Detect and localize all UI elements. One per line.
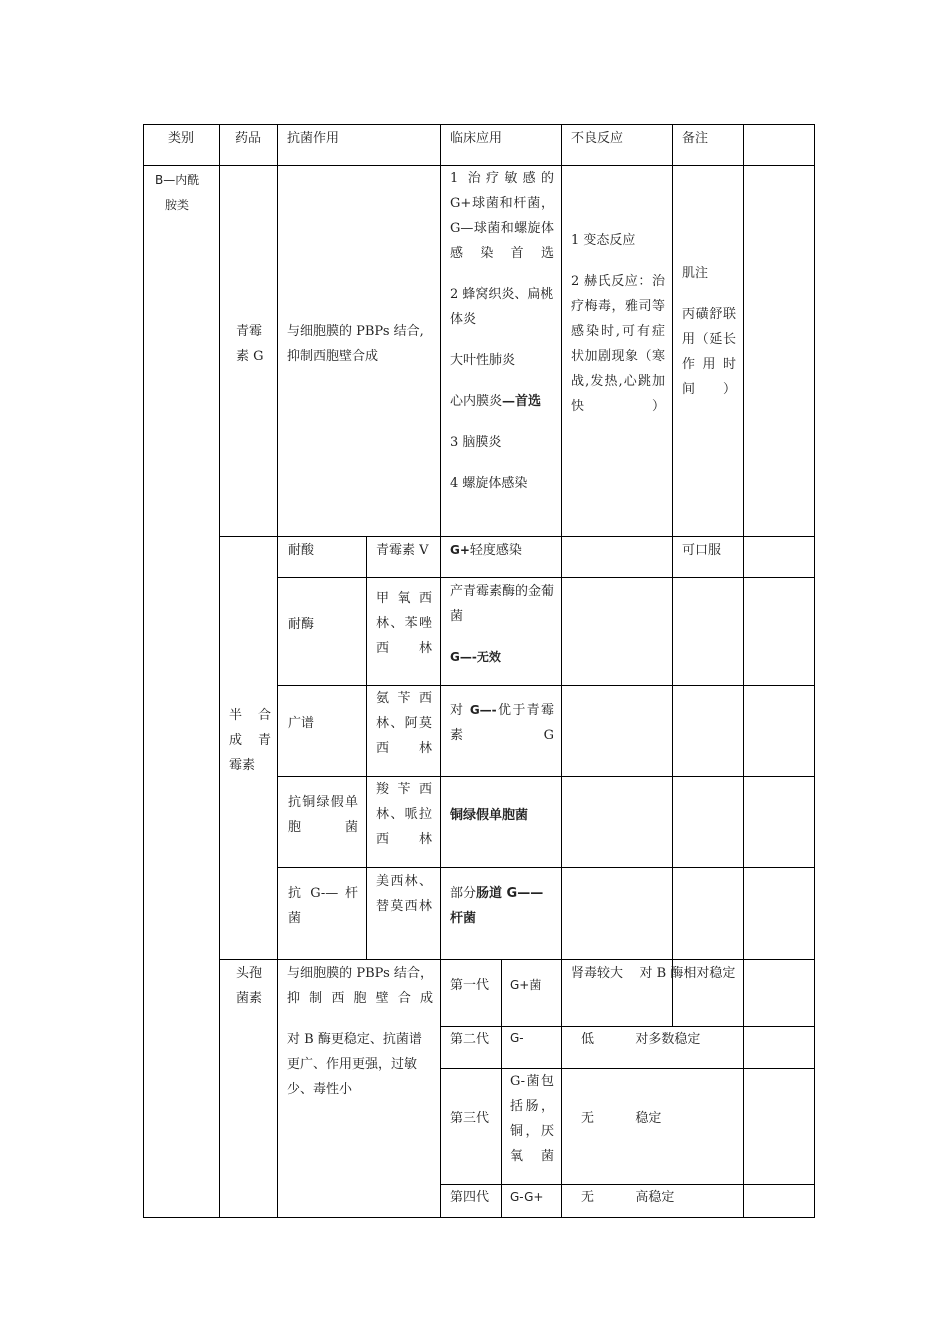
first-choice-emphasis: —首选 <box>502 394 542 409</box>
renal-toxicity: 低 <box>581 1032 595 1047</box>
gram-label: G+ <box>450 543 470 557</box>
semi-drug-enzyme: 甲氧西林、苯唑西林 <box>376 591 432 656</box>
ceph-props-4 <box>581 1185 674 1210</box>
semi-remark-acid: 可口服 <box>682 543 722 558</box>
enzyme-stability: 高稳定 <box>635 1190 675 1205</box>
ceph-gen-1: 第一代 <box>450 978 490 993</box>
label-line: 成 青 <box>229 733 271 748</box>
semi-drug-acid: 青霉素 V <box>376 543 429 558</box>
ceph-spectrum-1: G+菌 <box>510 978 542 992</box>
gram-label: G—- <box>469 703 497 717</box>
adverse-item: 1 变态反应 <box>571 233 636 248</box>
header-drug: 药品 <box>235 131 262 146</box>
semi-clinical-broad <box>450 698 554 748</box>
semi-clinical-pseudomonas: 铜绿假单胞菌 <box>450 808 529 823</box>
semi-type-acid: 耐酸 <box>288 543 315 558</box>
renal-toxicity: 无 <box>581 1190 595 1205</box>
clinical-item: 1 治疗敏感的 G+球菌和杆菌，G—球菌和螺旋体感染首选 <box>450 171 554 261</box>
semi-drug-gneg: 美西林、替莫西林 <box>376 874 432 914</box>
semi-type-gneg: 抗 G-— 杆菌 <box>288 886 358 926</box>
label-line: 半 合 <box>229 708 271 723</box>
enzyme-stability: 稳定 <box>635 1111 662 1126</box>
header-remarks: 备注 <box>682 131 709 146</box>
semi-clinical-enzyme <box>450 579 554 686</box>
ceph-props-3 <box>581 1106 661 1131</box>
penicillin-g-remarks <box>682 261 736 418</box>
remark-item: 丙磺舒联用（延长作用时间） <box>682 307 736 397</box>
clinical-part: 部分 <box>450 886 477 901</box>
clinical-item: 3 脑膜炎 <box>450 435 502 450</box>
ceph-props-1 <box>571 961 737 986</box>
semi-synthetic-label <box>229 703 271 778</box>
ceph-gen-4: 第四代 <box>450 1190 490 1205</box>
remark-item: 肌注 <box>682 266 709 281</box>
penicillin-g-action: 与细胞膜的 PBPs 结合,抑制西胞壁合成 <box>287 324 424 364</box>
category-beta-lactam <box>155 168 215 218</box>
drug-line: 青霉 <box>236 324 263 339</box>
penicillin-g-clinical <box>450 166 554 512</box>
semi-drug-broad: 氨苄西林、阿莫西林 <box>376 691 432 756</box>
semi-clinical-acid <box>450 538 522 563</box>
semi-clinical-gneg <box>450 881 554 931</box>
category-line: B—内酰 <box>155 173 200 187</box>
drug-line: 素 G <box>236 349 264 364</box>
header-action: 抗菌作用 <box>287 131 340 146</box>
header-adverse: 不良反应 <box>571 131 624 146</box>
category-line: 胺类 <box>165 198 190 212</box>
enzyme-stability: 对多数稳定 <box>635 1032 701 1047</box>
ceph-gen-2: 第二代 <box>450 1032 490 1047</box>
ceph-spectrum-2: G- <box>510 1031 524 1045</box>
clinical-item: 大叶性肺炎 <box>450 353 516 368</box>
clinical-item: G—-无效 <box>450 650 501 664</box>
action-item: 与细胞膜的 PBPs 结合，抑制西胞壁合成 <box>287 966 433 1006</box>
header-category: 类别 <box>168 131 195 146</box>
semi-type-pseudomonas: 抗铜绿假单胞菌 <box>288 795 358 835</box>
renal-toxicity: 肾毒较大 <box>571 966 624 981</box>
clinical-item: 产青霉素酶的金葡菌 <box>450 584 555 624</box>
ceph-spectrum-4: G-G+ <box>510 1190 544 1204</box>
clinical-part-bold: 肠道 G——杆菌 <box>450 886 544 926</box>
adverse-item: 2 赫氏反应：治疗梅毒，雅司等感染时,可有症状加剧现象（寒战,发热,心跳加快） <box>571 274 665 414</box>
renal-toxicity: 无 <box>581 1111 595 1126</box>
semi-drug-pseudomonas: 羧苄西林、哌拉西林 <box>376 782 432 847</box>
drug-line: 菌素 <box>236 991 263 1006</box>
semi-type-broad: 广谱 <box>288 716 315 731</box>
cephalosporin-action <box>287 961 433 1118</box>
clinical-text: 对 G—-优于青霉素 G <box>450 703 554 743</box>
header-clinical: 临床应用 <box>450 131 503 146</box>
clinical-endocarditis: 心内膜炎—首选 <box>450 394 542 409</box>
ceph-spectrum-3: G-菌包括肠，铜，厌氧菌 <box>510 1074 554 1164</box>
drug-line: 头孢 <box>236 966 263 981</box>
semi-type-enzyme: 耐酶 <box>288 617 315 632</box>
ceph-gen-3: 第三代 <box>450 1111 490 1126</box>
drug-penicillin-g <box>236 319 272 369</box>
penicillin-g-adverse <box>571 228 665 435</box>
clinical-item: 2 蜂窝织炎、扁桃体炎 <box>450 287 554 327</box>
clinical-text: G+轻度感染 <box>450 543 522 558</box>
drug-cephalosporin <box>236 961 272 1011</box>
label-line: 霉素 <box>229 758 256 773</box>
enzyme-stability: 对 B 酶相对稳定 <box>639 966 736 981</box>
clinical-item <box>450 389 554 414</box>
clinical-item: 4 螺旋体感染 <box>450 476 528 491</box>
ceph-props-2 <box>581 1027 700 1052</box>
action-item: 对 B 酶更稳定、抗菌谱更广、作用更强，过敏少、毒性小 <box>287 1032 422 1097</box>
